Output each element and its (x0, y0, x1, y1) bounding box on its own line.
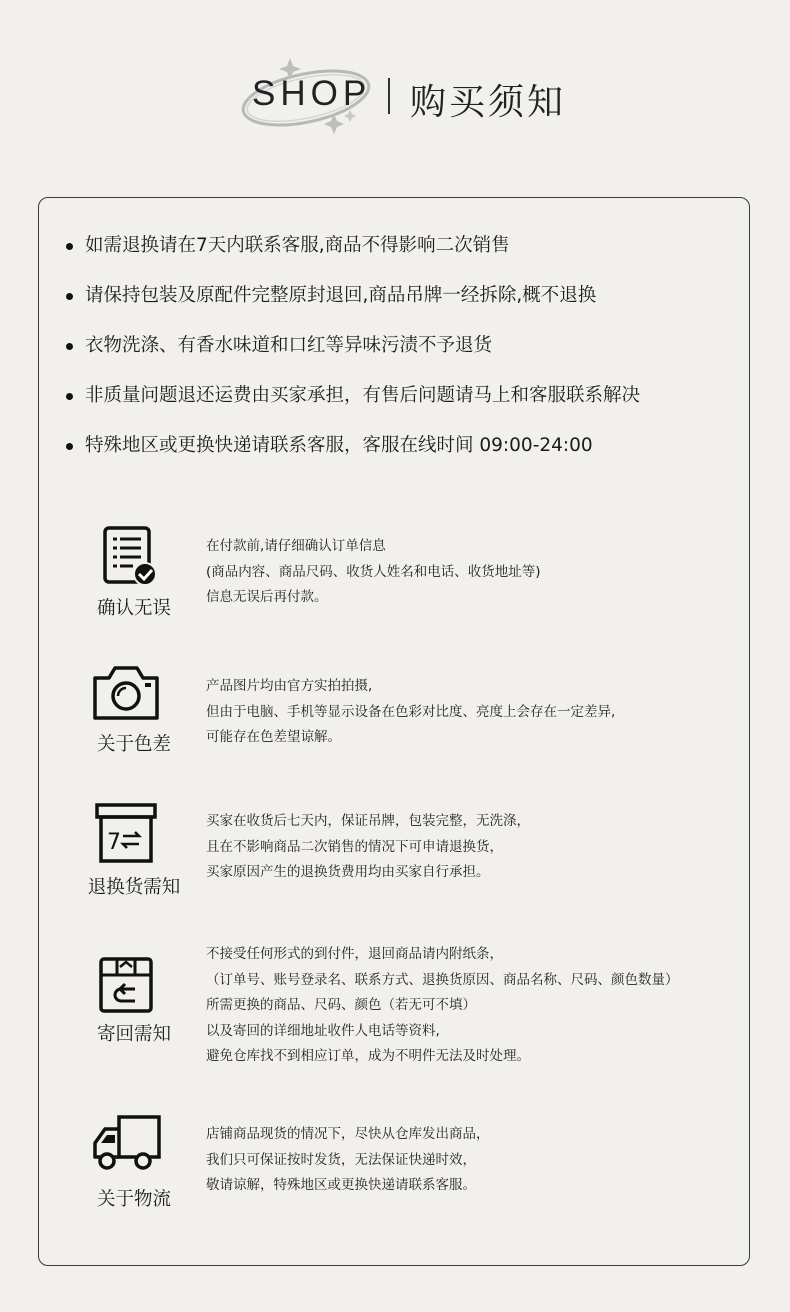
section-label: 关于物流 (96, 1189, 171, 1210)
description-line: 可能存在色差望谅解。 (206, 729, 341, 745)
notice-card (38, 197, 750, 1266)
section-description (206, 1122, 490, 1199)
description-line: 产品图片均由官方实拍拍摄, (206, 678, 373, 694)
section-label: 关于色差 (96, 734, 171, 755)
rule-item (39, 384, 749, 434)
description-line: 但由于电脑、手机等显示设备在色彩对比度、亮度上会存在一定差异, (206, 703, 616, 720)
section-label: 确认无误 (96, 598, 171, 619)
header-divider (388, 78, 390, 114)
rule-item (39, 434, 749, 484)
section-description (206, 674, 615, 751)
rule-text: 衣物洗涤、有香水味道和口红等异味污渍不予退货 (85, 335, 493, 356)
description-line: 店铺商品现货的情况下，尽快从仓库发出商品， (206, 1126, 490, 1142)
delivery-truck-icon (91, 1113, 161, 1177)
rule-item (39, 334, 749, 384)
description-line: （订单号、账号登录名、联系方式、退换货原因、商品名称、尺码、颜色数量） (206, 971, 679, 988)
return-package-icon (91, 955, 161, 1019)
description-line: 我们只可保证按时发货，无法保证快递时效， (206, 1151, 476, 1168)
description-line: 不接受任何形式的到付件，退回商品请内附纸条， (206, 946, 503, 962)
logo-text: SHOP (252, 74, 372, 113)
svg-text:7: 7 (107, 830, 121, 855)
section-description (206, 534, 541, 611)
description-line: (商品内容、商品尺码、收货人姓名和电话、收货地址等) (206, 563, 541, 580)
rule-text: 非质量问题退还运费由买家承担，有售后问题请马上和客服联系解决 (85, 385, 641, 406)
section-description (206, 942, 679, 1070)
section-label: 寄回需知 (96, 1024, 171, 1045)
description-line: 买家原因产生的退换货费用均由买家自行承担。 (206, 864, 490, 880)
rule-text: 特殊地区或更换快递请联系客服，客服在线时间 09:00-24:00 (85, 435, 593, 456)
description-line: 以及寄回的详细地址收件人电话等资料, (206, 1022, 440, 1039)
rule-item (39, 284, 749, 334)
seven-day-return-box-icon (91, 803, 161, 867)
rule-text: 如需退换请在7天内联系客服,商品不得影响二次销售 (85, 235, 510, 256)
page-title: 购买须知 (410, 82, 567, 123)
description-line: 在付款前,请仔细确认订单信息 (206, 538, 386, 554)
camera-icon (91, 660, 161, 724)
rules-list (39, 234, 749, 484)
page-header (0, 48, 790, 148)
description-line: 信息无误后再付款。 (206, 589, 328, 605)
bullet-icon (66, 293, 73, 300)
bullet-icon (66, 343, 73, 350)
checklist-icon (91, 526, 161, 590)
rule-item (39, 234, 749, 284)
bullet-icon (66, 443, 73, 450)
description-line: 且在不影响商品二次销售的情况下可申请退换货， (206, 838, 503, 855)
description-line: 所需更换的商品、尺码、颜色（若无可不填） (206, 997, 476, 1013)
bullet-icon (66, 393, 73, 400)
description-line: 避免仓库找不到相应订单，成为不明件无法及时处理。 (206, 1048, 530, 1064)
bullet-icon (66, 243, 73, 250)
rule-text: 请保持包装及原配件完整原封退回,商品吊牌一经拆除,概不退换 (85, 285, 597, 306)
description-line: 买家在收货后七天内，保证吊牌，包装完整，无洗涤， (206, 813, 530, 829)
section-label: 退换货需知 (87, 877, 181, 898)
section-description (206, 809, 530, 886)
description-line: 敬请谅解，特殊地区或更换快递请联系客服。 (206, 1177, 476, 1193)
